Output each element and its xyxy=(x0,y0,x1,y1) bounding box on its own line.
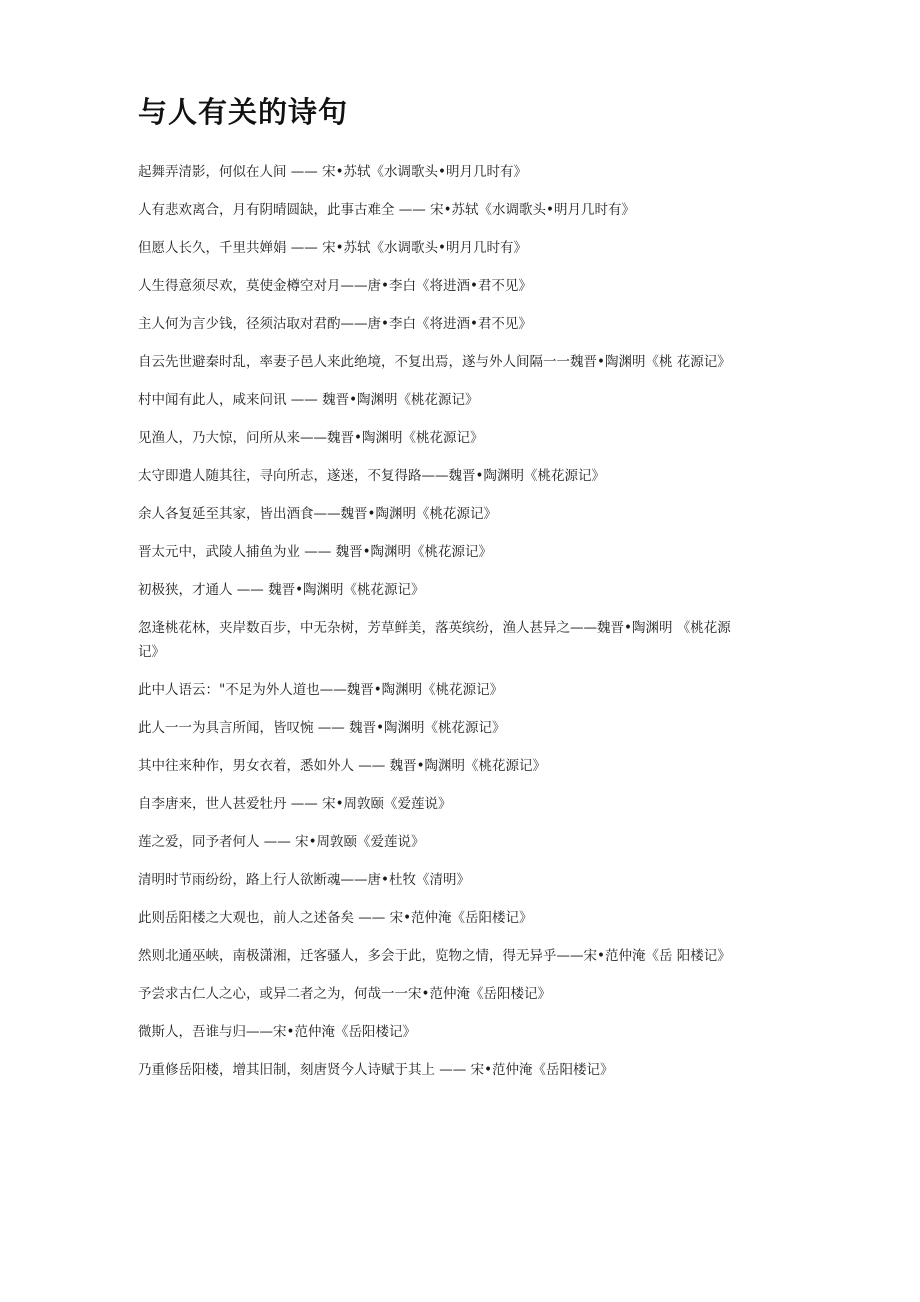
page-title: 与人有关的诗句 xyxy=(138,95,349,129)
poem-line: 人有悲欢离合，月有阴晴圆缺，此事古难全 —— 宋•苏轼《水调歌头•明月几时有》 xyxy=(138,202,636,218)
poem-line: 但愿人长久，千里共婵娟 —— 宋•苏轼《水调歌头•明月几时有》 xyxy=(138,240,528,256)
poem-line: 太守即遣人随其往，寻向所志，遂迷，不复得路——魏晋•陶渊明《桃花源记》 xyxy=(138,468,605,484)
poem-line: 自李唐来，世人甚爱牡丹 —— 宋•周敦颐《爱莲说》 xyxy=(138,796,452,812)
poem-line: 起舞弄清影，何似在人间 —— 宋•苏轼《水调歌头•明月几时有》 xyxy=(138,164,528,180)
poem-line: 此人一一为具言所闻，皆叹惋 —— 魏晋•陶渊明《桃花源记》 xyxy=(138,720,506,736)
poem-line: 主人何为言少钱，径须沽取对君酌——唐•李白《将进酒•君不见》 xyxy=(138,316,532,332)
poem-line: 其中往来种作，男女衣着，悉如外人 —— 魏晋•陶渊明《桃花源记》 xyxy=(138,758,547,774)
poem-line: 晋太元中，武陵人捕鱼为业 —— 魏晋•陶渊明《桃花源记》 xyxy=(138,544,493,560)
poem-line: 清明时节雨纷纷，路上行人欲断魂——唐•杜牧《清明》 xyxy=(138,872,470,888)
poem-line: 村中闻有此人，咸来问讯 —— 魏晋•陶渊明《桃花源记》 xyxy=(138,392,479,408)
poem-line: 自云先世避秦时乱，率妻子邑人来此绝境，不复出焉，遂与外人间隔一一魏晋•陶渊明《桃 花源记》 xyxy=(138,354,731,370)
poem-line: 余人各复延至其家，皆出酒食——魏晋•陶渊明《桃花源记》 xyxy=(138,506,497,522)
poem-line: 乃重修岳阳楼，增其旧制，刻唐贤今人诗赋于其上 —— 宋•范仲淹《岳阳楼记》 xyxy=(138,1062,614,1078)
poem-line: 此中人语云："不足为外人道也——魏晋•陶渊明《桃花源记》 xyxy=(138,682,504,698)
poem-line: 见渔人，乃大惊，问所从来——魏晋•陶渊明《桃花源记》 xyxy=(138,430,484,446)
poem-line: 人生得意须尽欢，莫使金樽空对月——唐•李白《将进酒•君不见》 xyxy=(138,278,532,294)
poem-line: 初极狭，才通人 —— 魏晋•陶渊明《桃花源记》 xyxy=(138,582,425,598)
poem-line: 微斯人，吾谁与归——宋•范仲淹《岳阳楼记》 xyxy=(138,1024,416,1040)
poem-line: 予尝求古仁人之心，或异二者之为，何哉一一宋•范仲淹《岳阳楼记》 xyxy=(138,986,551,1002)
poem-line: 此则岳阳楼之大观也，前人之述备矣 —— 宋•范仲淹《岳阳楼记》 xyxy=(138,910,533,926)
poem-line-list xyxy=(138,160,738,1096)
poem-line: 然则北通巫峡，南极潇湘，迁客骚人，多会于此，览物之情，得无异乎——宋•范仲淹《岳 阳楼记》 xyxy=(138,948,731,964)
poem-line: 莲之爱，同予者何人 —— 宋•周敦颐《爱莲说》 xyxy=(138,834,425,850)
poem-line: 忽逢桃花林，夹岸数百步，中无杂树，芳草鲜美，落英缤纷，渔人甚异之——魏晋•陶渊明 《桃花源记》 xyxy=(138,620,731,660)
